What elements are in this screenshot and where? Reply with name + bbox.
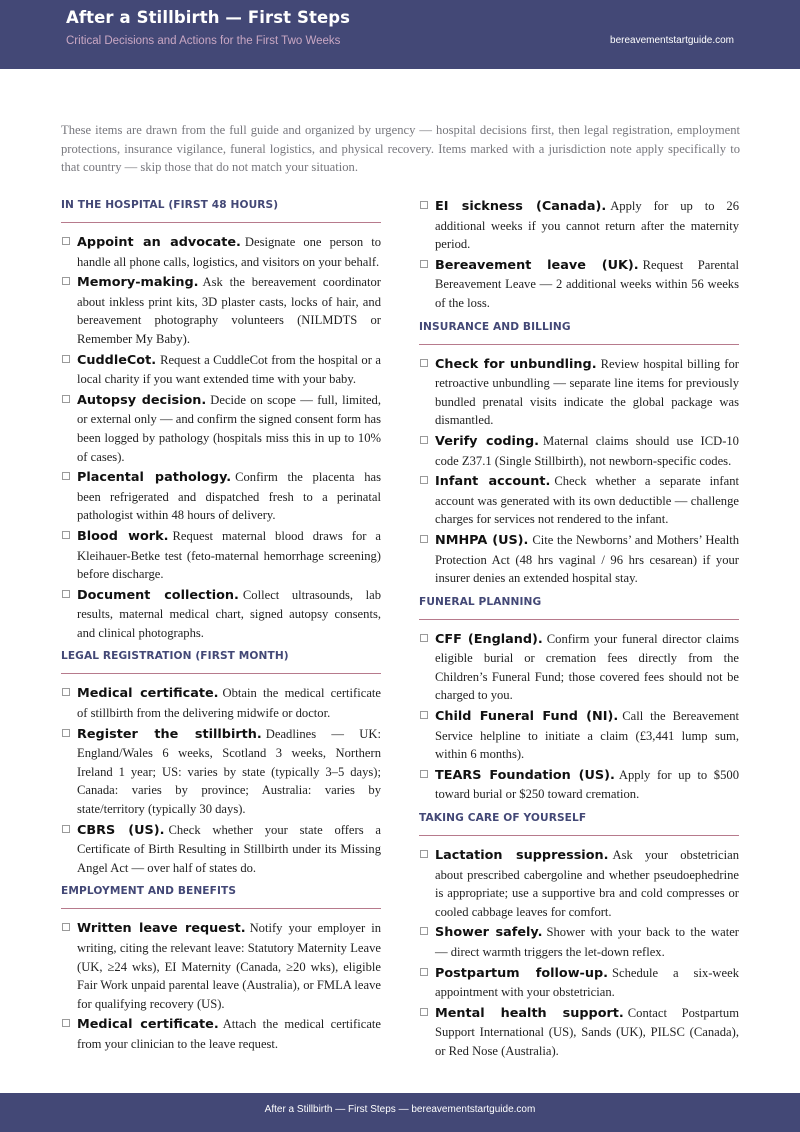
left-column bbox=[61, 199, 381, 1062]
checklist-item bbox=[61, 586, 381, 643]
item-text: Request a CuddleCot from the hospital or a local charity if you want extended time with your baby. bbox=[77, 352, 381, 387]
item-label: Check for unbundling. bbox=[435, 356, 597, 372]
checklist-item bbox=[419, 630, 739, 705]
item-text: Apply for up to 26 additional weeks if you cannot return after the maternity period. bbox=[435, 199, 740, 252]
section-in-the-hospital-first-48-hours bbox=[61, 199, 381, 642]
checkbox-icon[interactable] bbox=[62, 472, 70, 480]
site-url: bereavementstartguide.com bbox=[610, 35, 734, 46]
item-text: Schedule a six-week appointment with your obstetrician. bbox=[435, 965, 740, 1000]
checklist-item bbox=[419, 1004, 739, 1061]
item-text: Deadlines — UK: England/Wales 6 weeks, Scotland 3 weeks, Northern Ireland 1 year; US: varies by state (typically 3–5 days); Canada: varies by province; Australia: varies by state/territory (typically 30 days). bbox=[77, 726, 381, 817]
checkbox-icon[interactable] bbox=[62, 237, 70, 245]
item-text: Contact Postpartum Support International (US), Sands (UK), PILSC (Canada), or Red Nose (Australia). bbox=[435, 1005, 739, 1058]
checklist-item bbox=[61, 527, 381, 584]
item-label: Child Funeral Fund (NI). bbox=[435, 709, 619, 725]
checklist-item bbox=[419, 923, 739, 961]
section-heading: FUNERAL PLANNING bbox=[419, 596, 739, 620]
checkbox-icon[interactable] bbox=[420, 260, 428, 268]
checkbox-icon[interactable] bbox=[420, 770, 428, 778]
section-taking-care-of-yourself bbox=[419, 812, 739, 1061]
checklist-item bbox=[61, 273, 381, 348]
item-label: Document collection. bbox=[77, 587, 239, 603]
section-heading: TAKING CARE OF YOURSELF bbox=[419, 812, 739, 836]
checkbox-icon[interactable] bbox=[62, 277, 70, 285]
checkbox-icon[interactable] bbox=[420, 535, 428, 543]
checkbox-icon[interactable] bbox=[420, 711, 428, 719]
item-text: Collect ultrasounds, lab results, maternal medical chart, signed autopsy consents, and clinical photographs. bbox=[77, 587, 381, 640]
checklist-item bbox=[419, 355, 739, 430]
page-title: After a Stillbirth — First Steps bbox=[66, 8, 351, 27]
checkbox-icon[interactable] bbox=[420, 968, 428, 976]
checkbox-icon[interactable] bbox=[420, 850, 428, 858]
item-label: Placental pathology. bbox=[77, 470, 232, 486]
item-text: Shower with your back to the water — direct warmth triggers the let-down reflex. bbox=[435, 925, 739, 959]
item-label: Medical certificate. bbox=[77, 1017, 219, 1033]
checklist-item bbox=[419, 964, 739, 1002]
item-label: Memory-making. bbox=[77, 275, 199, 291]
item-label: Lactation suppression. bbox=[435, 848, 609, 864]
item-text: Maternal claims should use ICD-10 code Z37.1 (Single Stillbirth), not newborn-specific codes. bbox=[435, 433, 739, 468]
checkbox-icon[interactable] bbox=[62, 825, 70, 833]
checklist-item bbox=[419, 766, 739, 804]
item-label: Written leave request. bbox=[77, 921, 246, 937]
item-label: Medical certificate. bbox=[77, 686, 219, 702]
item-label: CBRS (US). bbox=[77, 822, 165, 838]
checkbox-icon[interactable] bbox=[420, 476, 428, 484]
checkbox-icon[interactable] bbox=[62, 355, 70, 363]
item-text: Designate one person to handle all phone calls, logistics, and visitors on your behalf. bbox=[77, 235, 382, 269]
page-subtitle: Critical Decisions and Actions for the First Two Weeks bbox=[66, 35, 341, 47]
page-header bbox=[0, 0, 800, 69]
item-text: Notify your employer in writing, citing the relevant leave: Statutory Maternity Leave (UK, ≥24 wks), EI Maternity (Canada, ≥20 wks), eligible Fair Work unpaid parental leave (Australia), or FMLA leave for qualifying recovery (US). bbox=[77, 921, 381, 1011]
item-text: Ask the bereavement coordinator about inkless print kits, 3D plaster casts, locks of hair, and bereavement photography volunteers (NILMDTS or Remember My Baby). bbox=[77, 275, 381, 346]
section-heading: EMPLOYMENT AND BENEFITS bbox=[61, 885, 381, 909]
item-label: CFF (England). bbox=[435, 631, 543, 647]
checklist-item bbox=[419, 472, 739, 529]
checklist-item bbox=[61, 351, 381, 389]
section-heading: INSURANCE AND BILLING bbox=[419, 321, 739, 345]
checklist-item bbox=[61, 468, 381, 525]
checkbox-icon[interactable] bbox=[62, 395, 70, 403]
checkbox-icon[interactable] bbox=[62, 688, 70, 696]
item-text: Review hospital billing for retroactive unbundling — separate line items for previously bundled prenatal visits indicate the global package was dismantled. bbox=[435, 356, 739, 428]
checklist-item bbox=[61, 233, 381, 271]
checkbox-icon[interactable] bbox=[420, 436, 428, 444]
checkbox-icon[interactable] bbox=[420, 359, 428, 367]
right-column bbox=[419, 197, 739, 1069]
checklist-item bbox=[61, 391, 381, 466]
checklist-item bbox=[61, 821, 381, 878]
item-text: Call the Bereavement Service helpline to initiate a claim (£3,441 lump sum, within 6 months). bbox=[435, 709, 739, 762]
item-label: NMHPA (US). bbox=[435, 532, 529, 548]
item-text: Request maternal blood draws for a Kleihauer-Betke test (feto-maternal hemorrhage screening) before discharge. bbox=[77, 528, 382, 582]
item-label: CuddleCot. bbox=[77, 352, 157, 368]
checkbox-icon[interactable] bbox=[420, 927, 428, 935]
checkbox-icon[interactable] bbox=[62, 531, 70, 539]
section-legal-registration-first-month bbox=[61, 650, 381, 877]
checklist-item bbox=[419, 197, 739, 254]
section-funeral-planning bbox=[419, 596, 739, 804]
item-label: Verify coding. bbox=[435, 433, 540, 449]
item-label: TEARS Foundation (US). bbox=[435, 767, 615, 783]
item-text: Request Parental Bereavement Leave — 2 additional weeks within 56 weeks of the loss. bbox=[435, 257, 740, 310]
checkbox-icon[interactable] bbox=[62, 1019, 70, 1027]
section-employment-and-benefits bbox=[61, 885, 381, 1053]
checklist-item bbox=[61, 684, 381, 722]
section-continued bbox=[419, 197, 739, 313]
checklist-item bbox=[61, 1015, 381, 1053]
item-label: EI sickness (Canada). bbox=[435, 199, 607, 214]
item-text: Cite the Newborns’ and Mothers’ Health Protection Act (48 hrs vaginal / 96 hrs cesarean) if your insurer denies an extended hospital stay. bbox=[435, 532, 740, 586]
checklist-item bbox=[419, 707, 739, 764]
section-heading: IN THE HOSPITAL (FIRST 48 HOURS) bbox=[61, 199, 381, 223]
item-text: Check whether a separate infant account was generated with its own deductible — challenge charges for services not rendered to the infant. bbox=[435, 474, 739, 527]
section-heading: LEGAL REGISTRATION (FIRST MONTH) bbox=[61, 650, 381, 674]
item-label: Appoint an advocate. bbox=[77, 235, 241, 250]
item-text: Obtain the medical certificate of stillbirth from the delivering midwife or doctor. bbox=[77, 686, 381, 721]
item-text: Confirm the placenta has been refrigerated and dispatched fresh to a perinatal pathologist within 48 hours of delivery. bbox=[77, 470, 381, 523]
item-label: Shower safely. bbox=[435, 925, 543, 941]
page-footer: After a Stillbirth — First Steps — bereavementstartguide.com bbox=[0, 1093, 800, 1132]
item-text: Attach the medical certificate from your clinician to the leave request. bbox=[77, 1017, 381, 1051]
item-text: Check whether your state offers a Certificate of Birth Resulting in Stillbirth under its Missing Angel Act — over half of states do. bbox=[77, 822, 381, 875]
item-label: Postpartum follow-up. bbox=[435, 965, 608, 981]
checkbox-icon[interactable] bbox=[62, 590, 70, 598]
intro-paragraph: These items are drawn from the full guide and organized by urgency — hospital decisions first, then legal registration, employment protections, insurance vigilance, funeral logistics, and physical recovery. Items marked with a jurisdiction note apply specifically to that country — skip those that do not match your situation. bbox=[61, 123, 740, 175]
checklist-item bbox=[61, 919, 381, 1013]
checkbox-icon[interactable] bbox=[420, 201, 428, 209]
item-text: Confirm your funeral director claims eligible burial or cremation fees directly from the Children’s Funeral Fund; those covered fees should not be charged to you. bbox=[435, 631, 739, 703]
checklist-item bbox=[419, 846, 739, 921]
item-label: Blood work. bbox=[77, 528, 169, 544]
section-insurance-and-billing bbox=[419, 321, 739, 588]
checklist-item bbox=[419, 432, 739, 470]
item-text: Decide on scope — full, limited, or external only — and confirm the signed consent form has been logged by pathology (hospitals miss this in up to 10% of cases). bbox=[77, 392, 381, 464]
item-label: Mental health support. bbox=[435, 1005, 624, 1021]
checkbox-icon[interactable] bbox=[420, 634, 428, 642]
checklist-item bbox=[419, 531, 739, 588]
checkbox-icon[interactable] bbox=[62, 923, 70, 931]
checklist-item bbox=[419, 256, 739, 313]
checkbox-icon[interactable] bbox=[420, 1008, 428, 1016]
item-label: Register the stillbirth. bbox=[77, 726, 262, 742]
item-label: Infant account. bbox=[435, 474, 551, 490]
checklist-item bbox=[61, 725, 381, 819]
item-label: Autopsy decision. bbox=[77, 392, 207, 408]
item-label: Bereavement leave (UK). bbox=[435, 257, 639, 273]
item-text: Ask your obstetrician about prescribed cabergoline and whether pseudoephedrine is appropriate; use a supportive bra and cold compresses or cooled cabbage leaves for comfort. bbox=[435, 848, 739, 919]
item-text: Apply for up to $500 toward burial or $250 toward cremation. bbox=[435, 767, 739, 802]
checkbox-icon[interactable] bbox=[62, 729, 70, 737]
